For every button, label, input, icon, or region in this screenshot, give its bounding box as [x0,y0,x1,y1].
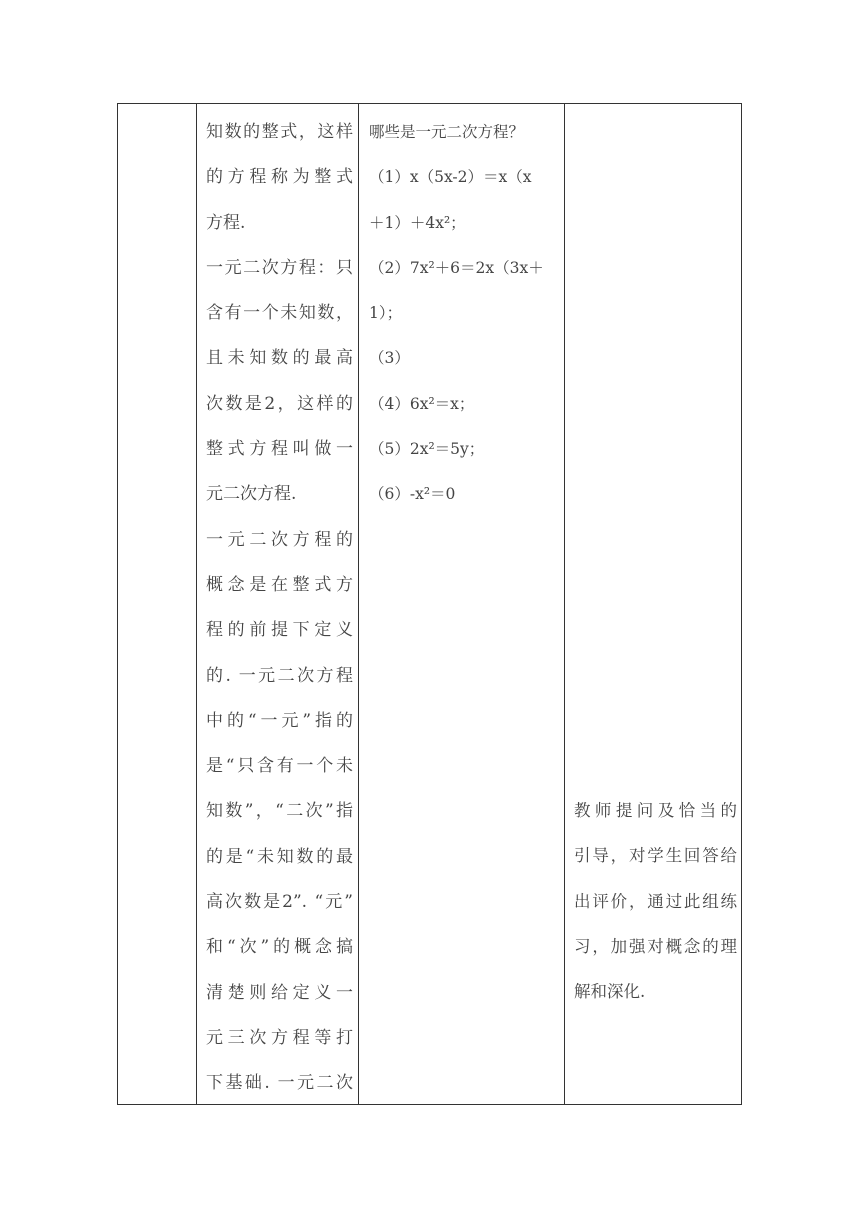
concept-line: 概念是在整式方 [206,574,353,595]
concept-line: 一元二次方程：只 [206,257,353,278]
concept-line: 知数”，“二次”指 [206,801,353,822]
concept-line: 知数的整式，这样 [206,122,353,142]
concept-line: 下基础. 一元二次 [206,1073,353,1094]
concept-line: 次数是2，这样的 [206,393,353,414]
intent-cell [565,104,743,1104]
intent-line: 出评价，通过此组练 [574,891,737,911]
concept-line: 清楚则给定义一 [206,982,353,1003]
exercise-line: （4）6x²＝x； [369,394,475,413]
concept-line: 整式方程叫做一 [206,439,353,460]
concept-line: 程的前提下定义 [206,620,353,641]
exercise-question: 哪些是一元二次方程？ [369,123,525,141]
concept-line: 是“只含有一个未 [206,756,353,777]
exercise-line: （2）7x²＋6＝2x（3x＋ [369,258,544,277]
concept-cell [197,104,359,1104]
lesson-table [117,103,742,1105]
intent-line: 教师提问及恰当的 [574,801,737,820]
concept-line: 且未知数的最高 [206,348,353,369]
concept-line: 的. 一元二次方程 [206,665,353,686]
concept-line: 高次数是2”. “元” [206,892,353,913]
concept-line: 中的“一元”指的 [206,710,353,731]
exercise-line: 1）； [369,304,403,323]
exercise-line: （1）x（5x-2）＝x（x [369,168,532,187]
intent-line: 习，加强对概念的理 [574,936,737,956]
exercise-line: （3） [369,349,410,368]
concept-line: 的方程称为整式 [206,167,353,188]
concept-line: 元三次方程等打 [206,1027,353,1048]
concept-line: 含有一个未知数， [206,303,353,324]
exercise-cell [359,104,565,1104]
exercise-line: ＋1）＋4x²； [369,213,466,232]
concept-line: 元二次方程. [206,484,297,505]
exercise-line: （5）2x²＝5y； [369,440,485,459]
concept-line: 方程. [206,212,246,233]
exercise-line: （6）-x²＝0 [369,485,456,504]
concept-line: 和“次”的概念搞 [206,937,353,958]
concept-line: 的是“未知数的最 [206,846,353,867]
intent-line: 引导，对学生回答给 [574,846,737,866]
concept-line: 一元二次方程的 [206,529,353,550]
intent-line: 解和深化. [574,982,646,1002]
